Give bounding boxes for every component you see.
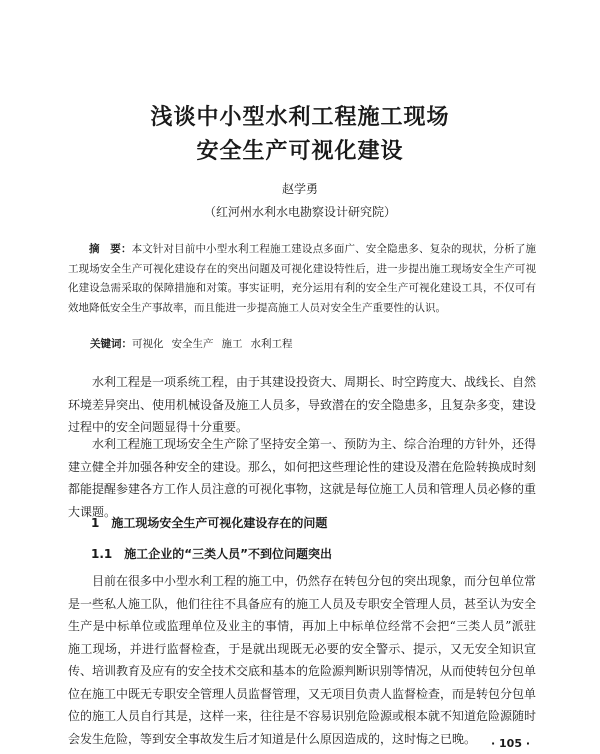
title-line-1: 浅谈中小型水利工程施工现场	[150, 105, 450, 130]
body-paragraph-1: 水利工程是一项系统工程，由于其建设投资大、周期长、时空跨度大、战线长、自然环境差异突出、使用机械设备及施工人员多，导致潜在的安全隐患多，且复杂多变，建设过程中的安全问题显得十分重要。	[68, 375, 537, 434]
abstract	[68, 240, 536, 318]
subsection-heading-1-1: 1.1 施工企业的“三类人员”不到位问题突出	[91, 547, 333, 561]
affiliation: （红河州水利水电勘察设计研究院）	[203, 205, 396, 219]
page-number: · 105 ·	[491, 737, 530, 750]
keyword: 可视化	[132, 338, 164, 350]
abstract-text: 本文针对目前中小型水利工程施工建设点多面广、安全隐患多、复杂的现状，分析了施工现场安全生产可视化建设存在的突出问题及可视化建设特性后，进一步提出施工现场安全生产可视化建设急需采取的保障措施和对策。事实证明，充分运用有利的安全生产可视化建设工具，不仅可有效地降低安全生产事故率，而且能进一步提高施工人员对安全生产重要性的认识。	[68, 243, 537, 314]
author: 赵学勇	[281, 182, 318, 196]
keyword: 水利工程	[250, 338, 293, 350]
title-line-2: 安全生产可视化建设	[196, 139, 404, 164]
body-paragraph-2: 水利工程施工现场安全生产除了坚持安全第一、预防为主、综合治理的方针外，还得建立健全并加强各种安全的建设。那么，如何把这些理论性的建设及潜在危险转换成时刻都能提醒参建各方工作人员注意的可视化事物，这就是每位施工人员和管理人员必修的重大课题。	[68, 437, 537, 519]
body-paragraph-3: 目前在很多中小型水利工程的施工中，仍然存在转包分包的突出现象，而分包单位常是一些私人施工队，他们往往不具备应有的施工人员及专职安全管理人员，甚至认为安全生产是中标单位或监理单位及业主的事情，再加上中标单位经常不会把“三类人员”派驻施工现场，并进行监督检查，于是就出现既无必要的安全警示、提示，又无安全知识宣传、培训教育及应有的安全技术交底和基本的危险源判断识别等情况，从而使转包分包单位在施工中既无专职安全管理人员监督管理，又无项目负责人监督检查，而是转包分包单位的施工人员自行其是，这样一来，往往是不容易识别危险源或根本就不知道危险源随时会发生危险，等到安全事故发生后才知道是什么原因造成的，这时悔之已晚。	[68, 574, 537, 746]
keywords-label: 关键词：	[90, 338, 132, 350]
keywords	[90, 336, 293, 351]
keyword: 施工	[221, 338, 243, 350]
section-heading-1: 1 施工现场安全生产可视化建设存在的问题	[91, 516, 328, 530]
abstract-label: 摘 要：	[89, 243, 132, 255]
keyword: 安全生产	[171, 338, 214, 350]
